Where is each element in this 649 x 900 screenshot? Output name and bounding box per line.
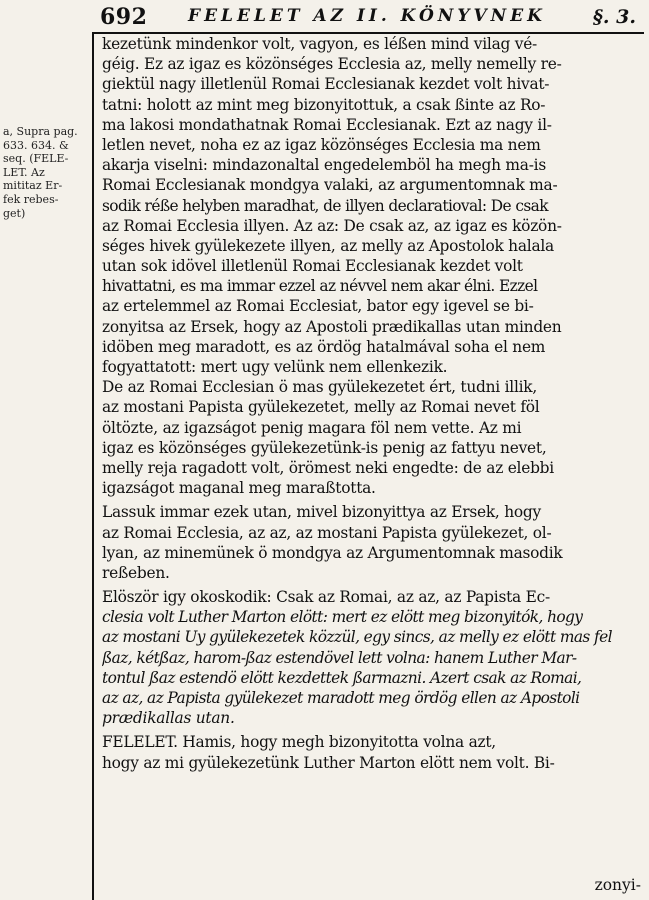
text-line: tatni: holott az mint meg bizonyitottuk, a csak ßinte az Ro-: [102, 95, 546, 114]
text-line: ßaz, kétßaz, harom-ßaz estendövel lett volna: hanem Luther Mar-: [102, 648, 577, 667]
text-line: FELELET. Hamis, hogy megh bizonyitotta volna azt,: [102, 733, 496, 752]
paragraph: [102, 34, 642, 377]
section-mark: §. 3.: [592, 6, 636, 28]
paragraph: [102, 502, 642, 583]
text-line: géig. Ez az igaz es közönséges Ecclesia az, melly nemelly re-: [102, 55, 562, 74]
paragraph: [102, 587, 642, 728]
text-line: az az, az Papista gyülekezet maradott meg ördög ellen az Apostoli: [102, 689, 580, 707]
body-text: [102, 34, 642, 773]
paragraph: [102, 377, 642, 498]
text-line: zonyitsa az Ersek, hogy az Apostoli prædikallas utan minden: [102, 317, 562, 336]
text-line: az Romai Ecclesia illyen. Az az: De csak az, az igaz es közön-: [102, 216, 562, 235]
text-line: ma lakosi mondathatnak Romai Ecclesianak. Ezt az nagy il-: [102, 115, 552, 134]
margin-note-line: mititaz Er-: [3, 179, 63, 193]
running-title: FELELET AZ II. KÖNYVNEK: [188, 6, 546, 26]
text-line: hogy az mi gyülekezetünk Luther Marton elött nem volt. Bi-: [102, 753, 555, 772]
text-line: az mostani Uy gyülekezetek közzül, egy sincs, az melly ez elött mas fel: [102, 628, 612, 647]
text-line: giektül nagy illetlenül Romai Ecclesianak kezdet volt hivat-: [102, 75, 550, 94]
text-line: igazságot maganal meg maraßtotta.: [102, 479, 376, 498]
text-line: az Romai Ecclesia, az az, az mostani Papista gyülekezet, ol-: [102, 523, 552, 542]
text-line: az ertelemmel az Romai Ecclesiat, bator egy igevel se bi-: [102, 297, 534, 316]
text-line: Elöször igy okoskodik: Csak az Romai, az az, az Papista Ec-: [102, 588, 550, 607]
paragraph: [102, 732, 642, 772]
text-line: akarja viselni: mindazonaltal engedelemböl ha megh ma-is: [102, 156, 546, 175]
text-line: séges hivek gyülekezete illyen, az melly az Apostolok halala: [102, 236, 554, 255]
page-header: [100, 2, 640, 32]
margin-rule: [92, 32, 94, 900]
text-line: Lassuk immar ezek utan, mivel bizonyittya az Ersek, hogy: [102, 503, 541, 522]
margin-note-line: LET. Az: [3, 165, 45, 179]
margin-note-line: 633. 634. &: [3, 138, 69, 152]
text-line: utan sok idövel illetlenül Romai Ecclesianak kezdet volt: [102, 257, 523, 276]
margin-note-line: fek rebes-: [3, 192, 59, 206]
text-line: tontul ßaz estendö elött kezdettek ßarmazni. Azert csak az Romai,: [102, 668, 582, 687]
text-line: De az Romai Ecclesian ö mas gyülekezetet ért, tudni illik,: [102, 378, 538, 397]
text-line: az mostani Papista gyülekezetet, melly az Romai nevet föl: [102, 398, 540, 417]
margin-note-line: seq. (FELE-: [3, 152, 69, 166]
text-line: Romai Ecclesianak mondgya valaki, az argumentomnak ma-: [102, 176, 558, 195]
text-line: idöben meg maradott, es az ördög hatalmával soha el nem: [102, 337, 546, 356]
text-line: igaz es közönséges gyülekezetünk-is penig az fattyu nevet,: [102, 438, 547, 457]
margin-note-line: a, Supra pag.: [3, 125, 78, 138]
text-line: letlen nevet, noha ez az igaz közönséges Ecclesia ma nem: [102, 135, 541, 154]
catchword: zonyi-: [594, 876, 641, 894]
margin-note: [3, 125, 89, 220]
text-line: öltözte, az igazságot penig magara föl nem vette. Az mi: [102, 418, 522, 437]
text-line: clesia volt Luther Marton elött: mert ez elött meg bizonyitók, hogy: [102, 608, 583, 627]
text-line: fogyattatott: mert ugy velünk nem ellenkezik.: [102, 358, 448, 376]
text-line: lyan, az minemünek ö mondgya az Argumentomnak masodik: [102, 543, 563, 562]
page-number: 692: [100, 4, 148, 30]
text-line: melly reja ragadott volt, örömest neki engedte: de az elebbi: [102, 458, 554, 477]
text-line: reßeben.: [102, 563, 170, 582]
text-line: kezetünk mindenkor volt, vagyon, es léßen mind vilag vé-: [102, 35, 538, 53]
text-line: hivattatni, es ma immar ezzel az névvel nem akar élni. Ezzel: [102, 277, 538, 296]
margin-note-line: get): [3, 206, 26, 220]
text-line: prædikallas utan.: [102, 709, 235, 728]
text-line: sodik réße helyben maradhat, de illyen declaratioval: De csak: [102, 196, 548, 215]
